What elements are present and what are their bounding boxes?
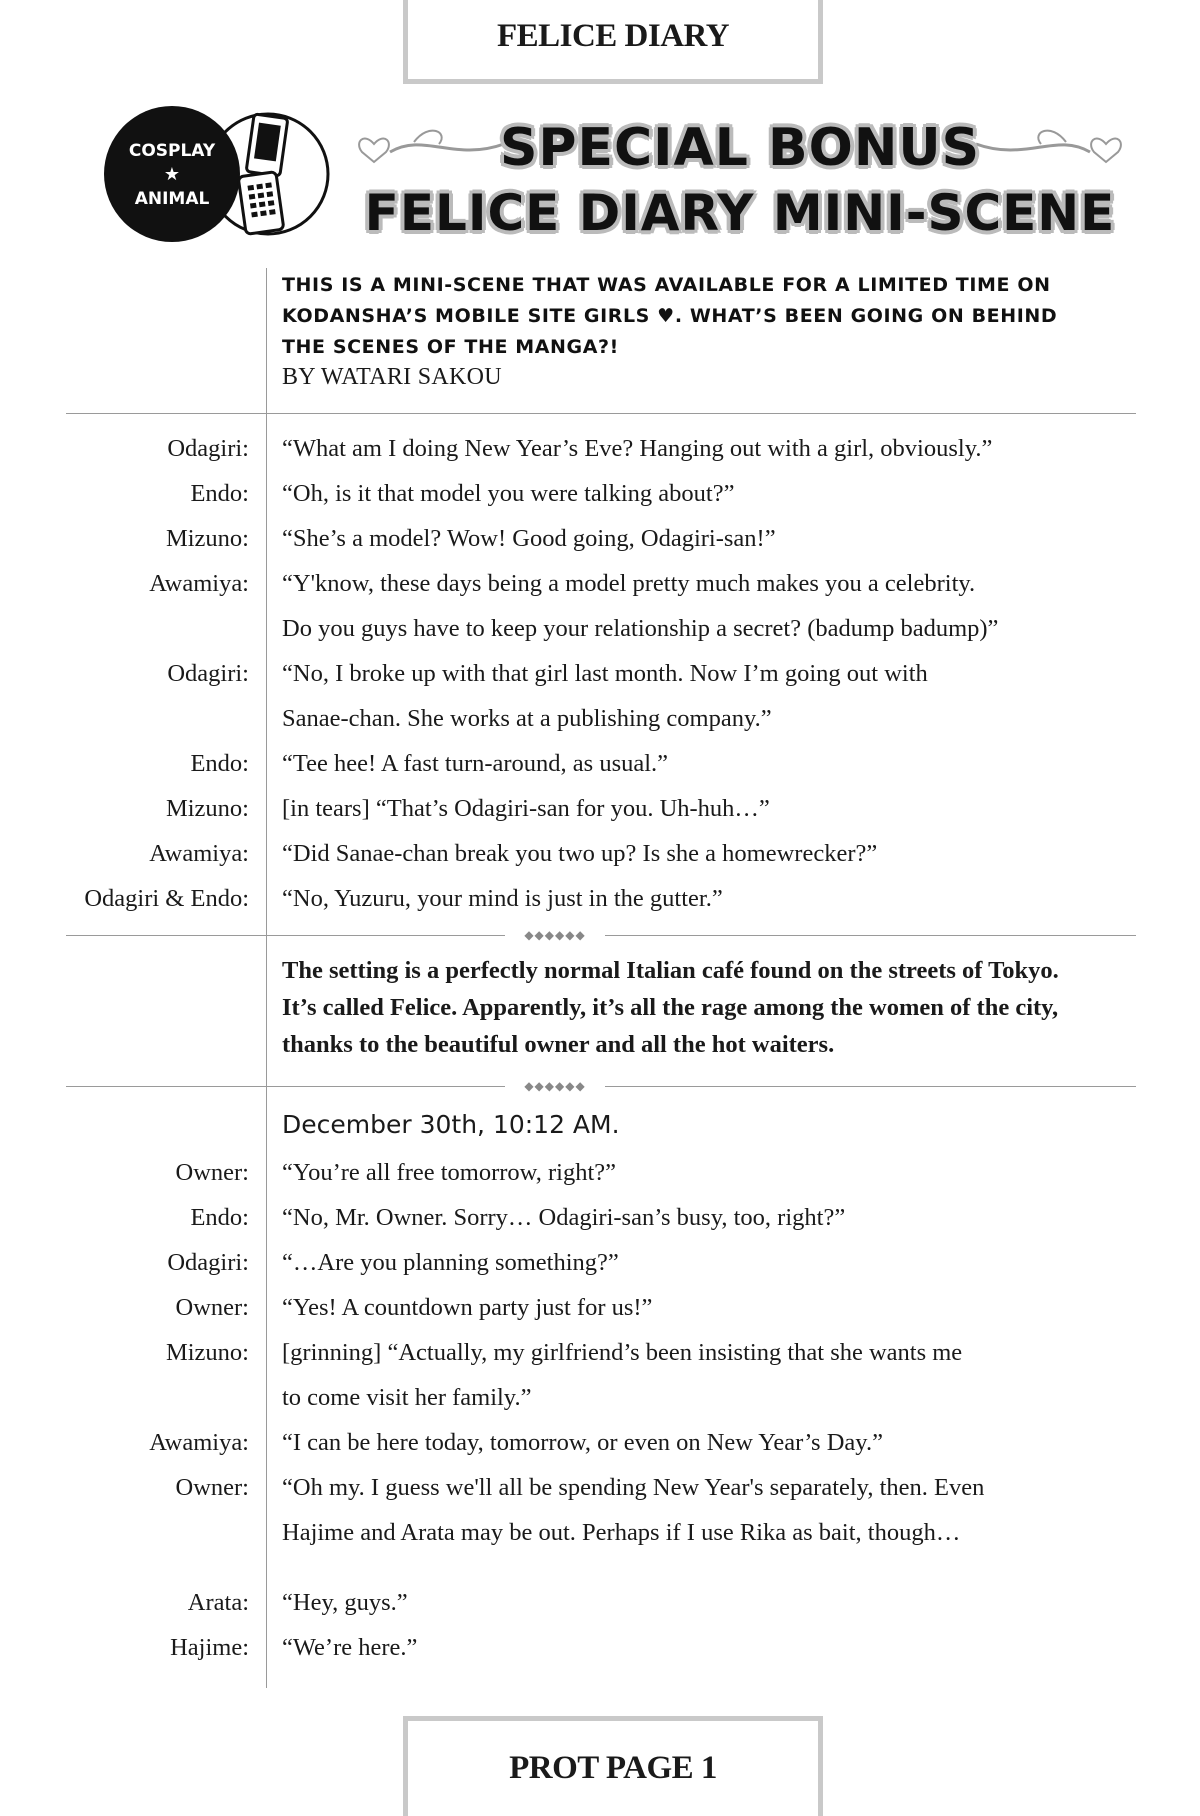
speaker-label: Owner:	[175, 1159, 249, 1186]
intro-block	[282, 270, 1142, 363]
dialogue-line: Do you guys have to keep your relationship a secret? (badump badump)”	[282, 615, 999, 642]
speaker-label: Mizuno:	[165, 795, 249, 822]
dialogue-row	[0, 651, 1200, 696]
page-number-label: PROT PAGE 1	[509, 1750, 717, 1786]
speaker-label: Endo:	[190, 480, 249, 507]
footer-tab	[403, 1716, 823, 1816]
banner-title-line2: FELICE DIARY MINI-SCENE	[364, 184, 1116, 242]
dialogue-line: “I can be here today, tomorrow, or even on New Year’s Day.”	[282, 1429, 883, 1456]
dialogue-line: “Oh, is it that model you were talking about?”	[282, 480, 735, 507]
scene-date: December 30th, 10:12 AM.	[282, 1110, 620, 1139]
section-divider-1	[66, 413, 1136, 414]
banner-title-line1: SPECIAL BONUS	[499, 118, 981, 178]
speaker-label: Odagiri:	[167, 660, 249, 687]
dialogue-row	[0, 1420, 1200, 1465]
intro-line: KODANSHA’S MOBILE SITE GIRLS ♥. WHAT’S BEEN GOING ON BEHIND	[282, 305, 1058, 327]
dialogue-row	[0, 786, 1200, 831]
speaker-label: Awamiya:	[149, 1429, 249, 1456]
dialogue-row	[0, 471, 1200, 516]
separator-diamonds-1: ◆◆◆◆◆◆	[505, 928, 605, 942]
speaker-label: Awamiya:	[149, 840, 249, 867]
speaker-label: Mizuno:	[165, 1339, 249, 1366]
logo-star: ★	[163, 164, 181, 185]
logo-line1: COSPLAY	[128, 141, 216, 161]
speaker-label: Odagiri:	[167, 1249, 249, 1276]
dialogue-row	[0, 1285, 1200, 1330]
dialogue-row	[0, 831, 1200, 876]
dialogue-line: “…Are you planning something?”	[282, 1249, 619, 1276]
dialogue-line: “Hey, guys.”	[282, 1589, 408, 1616]
page-header-title: FELICE DIARY	[496, 18, 730, 54]
dialogue-line: “She’s a model? Wow! Good going, Odagiri-san!”	[282, 525, 776, 552]
dialogue-row	[0, 426, 1200, 471]
dialogue-line: [grinning] “Actually, my girlfriend’s been insisting that she wants me	[282, 1339, 963, 1366]
header-tab	[403, 0, 823, 84]
dialogue-line: to come visit her family.”	[282, 1384, 532, 1411]
dialogue-line: “We’re here.”	[282, 1634, 418, 1661]
byline: BY WATARI SAKOU	[282, 364, 502, 390]
dialogue-row	[0, 1150, 1200, 1195]
speaker-label: Endo:	[190, 750, 249, 777]
separator-diamonds-2: ◆◆◆◆◆◆	[505, 1079, 605, 1093]
dialogue-line: “Oh my. I guess we'll all be spending New Year's separately, then. Even	[282, 1474, 985, 1501]
speaker-label: Endo:	[190, 1204, 249, 1231]
dialogue-row	[0, 1580, 1200, 1625]
dialogue-row	[0, 741, 1200, 786]
dialogue-row	[0, 516, 1200, 561]
dialogue-line: “No, Yuzuru, your mind is just in the gutter.”	[282, 885, 723, 912]
dialogue-line: Hajime and Arata may be out. Perhaps if I use Rika as bait, though…	[282, 1519, 961, 1546]
dialogue-line: “Tee hee! A fast turn-around, as usual.”	[282, 750, 669, 777]
speaker-label: Arata:	[187, 1589, 249, 1616]
dialogue-row	[0, 1465, 1200, 1510]
dialogue-row	[0, 876, 1200, 921]
setting-line: The setting is a perfectly normal Italian café found on the streets of Tokyo.	[282, 957, 1059, 984]
dialogue-line: “Did Sanae-chan break you two up? Is she a homewrecker?”	[282, 840, 878, 867]
dialogue-line: “No, I broke up with that girl last month. Now I’m going out with	[282, 660, 928, 687]
speaker-label: Odagiri & Endo:	[84, 885, 249, 912]
title-banner	[360, 112, 1120, 252]
dialogue-row	[0, 1625, 1200, 1670]
dialogue-line: “No, Mr. Owner. Sorry… Odagiri-san’s busy, too, right?”	[282, 1204, 846, 1231]
setting-line: thanks to the beautiful owner and all the hot waiters.	[282, 1031, 835, 1058]
dialogue-line: “What am I doing New Year’s Eve? Hanging out with a girl, obviously.”	[282, 435, 993, 462]
dialogue-row	[0, 1330, 1200, 1375]
dialogue-row	[0, 1510, 1200, 1555]
dialogue-line: [in tears] “That’s Odagiri-san for you. Uh-huh…”	[282, 795, 770, 822]
speaker-label: Hajime:	[170, 1634, 249, 1661]
dialogue-line: Sanae-chan. She works at a publishing company.”	[282, 705, 772, 732]
speaker-label: Odagiri:	[167, 435, 249, 462]
dialogue-line: “You’re all free tomorrow, right?”	[282, 1159, 617, 1186]
setting-line: It’s called Felice. Apparently, it’s all the rage among the women of the city,	[282, 994, 1059, 1021]
dialogue-row	[0, 561, 1200, 606]
logo-line2: ANIMAL	[134, 189, 210, 209]
dialogue-row	[0, 1375, 1200, 1420]
speaker-label: Owner:	[175, 1294, 249, 1321]
cosplay-animal-logo	[100, 104, 332, 244]
dialogue-row	[0, 606, 1200, 651]
dialogue-row	[0, 1195, 1200, 1240]
dialogue-line: “Y'know, these days being a model pretty much makes you a celebrity.	[282, 570, 976, 597]
speaker-label: Owner:	[175, 1474, 249, 1501]
dialogue-row	[0, 1240, 1200, 1285]
dialogue-row	[0, 696, 1200, 741]
intro-line: THIS IS A MINI-SCENE THAT WAS AVAILABLE FOR A LIMITED TIME ON	[282, 274, 1051, 296]
speaker-label: Awamiya:	[149, 570, 249, 597]
setting-paragraph	[282, 952, 1142, 1063]
speaker-label: Mizuno:	[165, 525, 249, 552]
dialogue-line: “Yes! A countdown party just for us!”	[282, 1294, 653, 1321]
intro-line: THE SCENES OF THE MANGA?!	[282, 336, 619, 358]
